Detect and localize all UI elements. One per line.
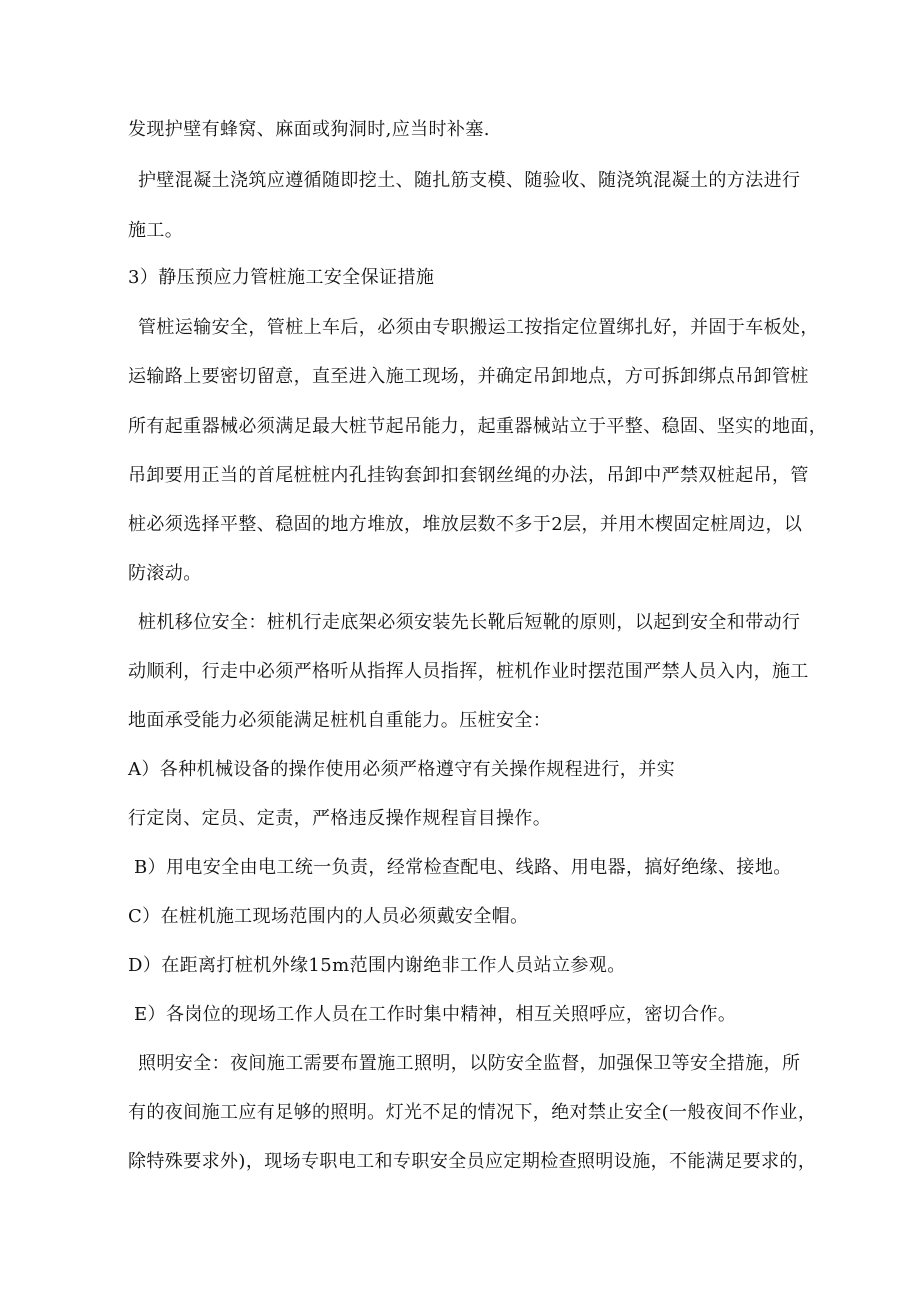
- text-line: 所有起重器械必须满足最大桩节起吊能力，起重器械站立于平整、稳固、坚实的地面，: [128, 416, 828, 437]
- text-line: 桩机移位安全：桩机行走底架必须安装先长靴后短靴的原则，以起到安全和带动行: [138, 612, 801, 633]
- text-line: 行定岗、定员、定责，严格违反操作规程盲目操作。: [128, 808, 552, 829]
- text-line: 除特殊要求外)，现场专职电工和专职安全员应定期检查照明设施，不能满足要求的，: [128, 1151, 817, 1172]
- text-line: 施工。: [128, 220, 184, 241]
- text-line: 照明安全：夜间施工需要布置施工照明，以防安全监督，加强保卫等安全措施，所: [138, 1053, 801, 1074]
- text-line: 管桩运输安全，管桩上车后，必须由专职搬运工按指定位置绑扎好，并固于车板处，: [138, 317, 819, 338]
- list-item: E）各岗位的现场工作人员在工作时集中精神，相互关照呼应，密切合作。: [134, 1004, 737, 1025]
- list-item: A）各种机械设备的操作使用必须严格遵守有关操作规程进行，并实: [128, 759, 675, 780]
- text-line: 动顺利，行走中必须严格听从指挥人员指挥，桩机作业时摆范围严禁人员入内，施工: [128, 661, 809, 682]
- text-line: 发现护壁有蜂窝、麻面或狗洞时,应当时补塞.: [128, 119, 490, 140]
- list-item: C）在桩机施工现场范围内的人员必须戴安全帽。: [128, 906, 529, 927]
- list-item: D）在距离打桩机外缘15m范围内谢绝非工作人员站立参观。: [128, 955, 626, 976]
- list-item: B）用电安全由电工统一负责，经常检查配电、线路、用电器，搞好绝缘、接地。: [134, 857, 792, 878]
- text-line: 桩必须选择平整、稳固的地方堆放，堆放层数不多于2层，并用木楔固定桩周边，以: [128, 514, 803, 535]
- text-line: 有的夜间施工应有足够的照明。灯光不足的情况下，绝对禁止安全(一般夜间不作业，: [128, 1102, 817, 1123]
- text-line: 防滚动。: [128, 563, 202, 584]
- text-line: 运输路上要密切留意，直至进入施工现场，并确定吊卸地点，方可拆卸绑点吊卸管桩: [128, 366, 809, 387]
- section-heading: 3）静压预应力管桩施工安全保证措施: [128, 267, 435, 288]
- text-line: 护壁混凝土浇筑应遵循随即挖土、随扎筋支模、随验收、随浇筑混凝土的方法进行: [138, 170, 801, 191]
- text-line: 地面承受能力必须能满足桩机自重能力。压桩安全：: [128, 710, 552, 731]
- text-line: 吊卸要用正当的首尾桩桩内孔挂钩套卸扣套钢丝绳的办法，吊卸中严禁双桩起吊，管: [128, 465, 809, 486]
